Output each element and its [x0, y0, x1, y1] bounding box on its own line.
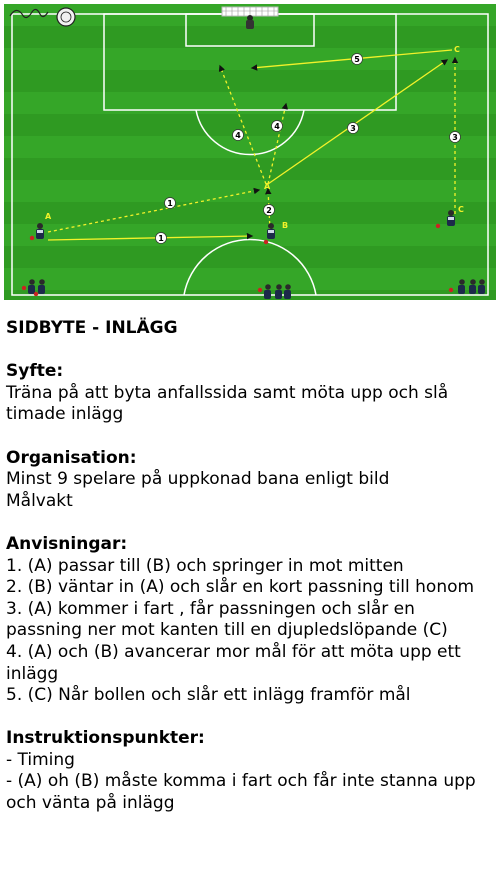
- svg-text:1: 1: [158, 234, 164, 243]
- label-c-start: C: [458, 205, 464, 214]
- goalkeeper: [246, 15, 254, 29]
- anvisning-step: 3. (A) kommer i fart , får passningen och slår en passning ner mot kanten till en djupledslöpande (C): [6, 598, 448, 641]
- goal: [222, 7, 278, 16]
- label-a-start: A: [45, 212, 52, 221]
- anvisning-step: 5. (C) Når bollen och slår ett inlägg framför mål: [6, 685, 411, 706]
- anvisning-step: 1. (A) passar till (B) och springer in mot mitten: [6, 555, 404, 576]
- step-marker: [272, 121, 283, 132]
- instruktion-item: - Timing: [6, 749, 75, 770]
- svg-text:4: 4: [235, 131, 241, 140]
- svg-text:1: 1: [167, 199, 173, 208]
- instruktion-item: - (A) oh (B) måste komma i fart och får inte stanna upp och vänta på inlägg: [6, 771, 476, 814]
- drill-title: SIDBYTE - INLÄGG: [6, 318, 178, 338]
- step-marker: [352, 54, 363, 65]
- label-b: B: [282, 221, 289, 230]
- label-c-end: C: [454, 45, 460, 54]
- organisation-line: Minst 9 spelare på uppkonad bana enligt bild: [6, 469, 390, 490]
- step-marker: [264, 205, 275, 216]
- svg-text:2: 2: [266, 206, 272, 215]
- section-heading-organisation: Organisation:: [6, 447, 137, 468]
- anvisning-step: 2. (B) väntar in (A) och slår en kort passning till honom: [6, 577, 475, 598]
- svg-text:4: 4: [274, 122, 280, 131]
- step-marker: [165, 198, 176, 209]
- svg-text:3: 3: [350, 124, 356, 133]
- step-marker: [233, 130, 244, 141]
- section-heading-syfte: Syfte:: [6, 361, 64, 382]
- anvisning-step: 4. (A) och (B) avancerar mor mål för att möta upp ett inlägg: [6, 641, 461, 684]
- svg-text:3: 3: [452, 133, 458, 142]
- svg-text:5: 5: [354, 55, 360, 64]
- label-a-run: A: [264, 182, 271, 191]
- organisation-line: Målvakt: [6, 490, 73, 511]
- step-marker: [156, 233, 167, 244]
- section-heading-anvisningar: Anvisningar:: [6, 533, 128, 554]
- syfte-text: Träna på att byta anfallssida samt möta upp och slå timade inlägg: [6, 382, 449, 425]
- step-marker: [450, 132, 461, 143]
- drill-description: [6, 318, 494, 815]
- section-heading-instruktionspunkter: Instruktionspunkter:: [6, 728, 205, 749]
- step-marker: [348, 123, 359, 134]
- training-diagram: [4, 4, 496, 300]
